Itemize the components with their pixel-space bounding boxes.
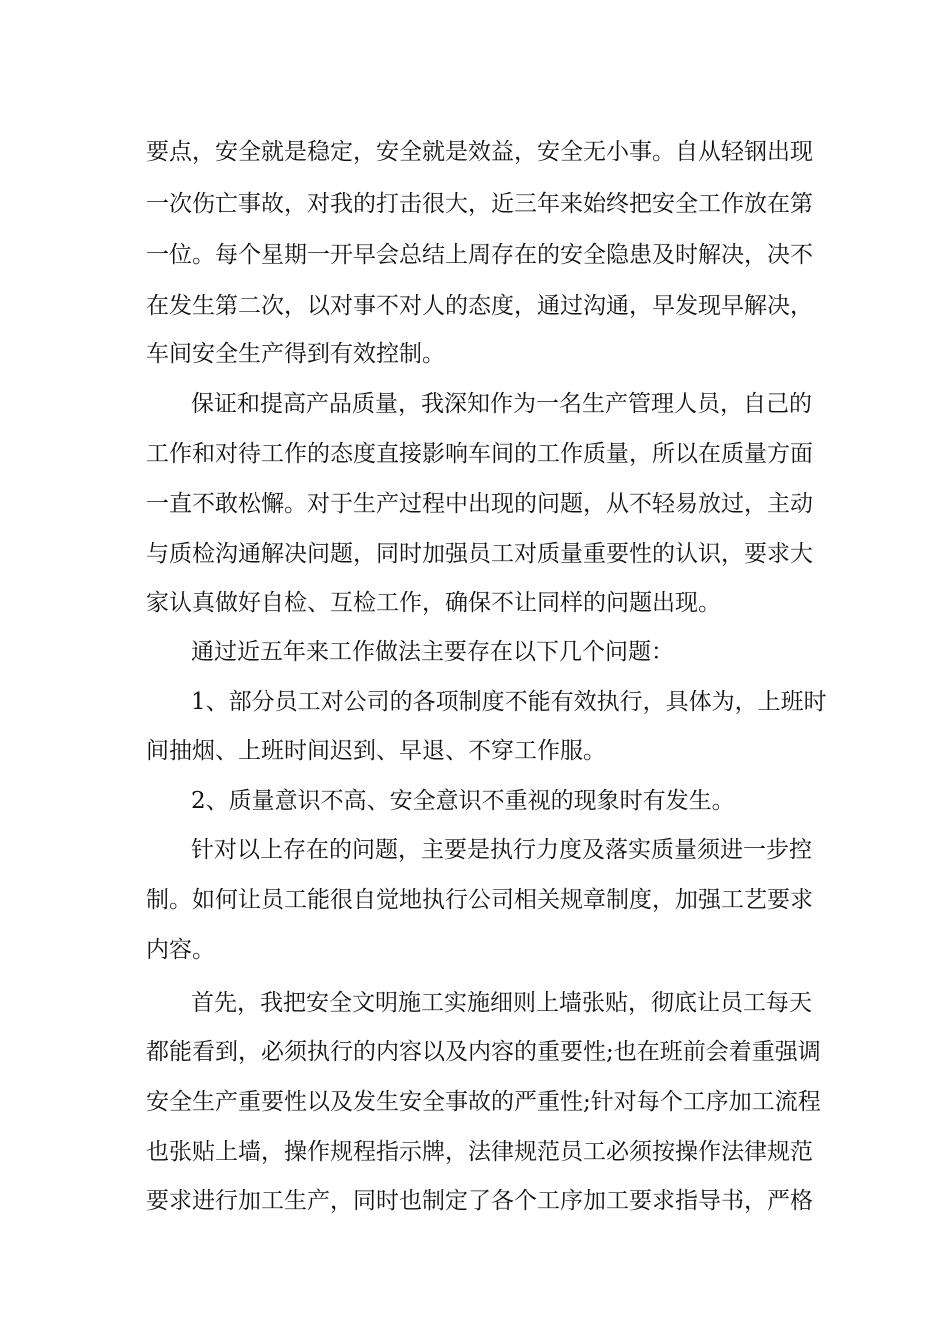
text-line: 保证和提高产品质量，我深知作为一名生产管理人员，自己的 xyxy=(191,391,812,417)
text-line: 一直不敢松懈。对于生产过程中出现的问题，从不轻易放过，主动 xyxy=(146,491,813,517)
text-line: 家认真做好自检、互检工作，确保不让同样的问题出现。 xyxy=(146,590,721,616)
text-line: 首先，我把安全文明施工实施细则上墙张贴，彻底让员工每天 xyxy=(191,990,812,1016)
text-line: 间抽烟、上班时间迟到、早退、不穿工作服。 xyxy=(146,738,606,764)
text-line: 车间安全生产得到有效控制。 xyxy=(146,341,445,367)
text-line: 与质检沟通解决问题，同时加强员工对质量重要性的认识，要求大 xyxy=(146,541,813,567)
text-line: 内容。 xyxy=(146,937,215,963)
text-line: 要点，安全就是稳定，安全就是效益，安全无小事。自从轻钢出现 xyxy=(146,139,813,165)
text-line: 针对以上存在的问题，主要是执行力度及落实质量须进一步控 xyxy=(191,837,812,863)
text-line: 工作和对待工作的态度直接影响车间的工作质量，所以在质量方面 xyxy=(146,441,813,467)
text-line: 安全生产重要性以及发生安全事故的严重性;针对每个工序加工流程 xyxy=(146,1089,821,1115)
text-line: 都能看到，必须执行的内容以及内容的重要性;也在班前会着重强调 xyxy=(146,1039,821,1065)
list-item-2: 2、质量意识不高、安全意识不重视的现象时有发生。 xyxy=(191,788,735,814)
text-line: 也张贴上墙，操作规程指示牌，法律规范员工必须按操作法律规范 xyxy=(146,1139,813,1165)
text-line: 要求进行加工生产，同时也制定了各个工序加工要求指导书，严格 xyxy=(146,1188,813,1214)
text-line: 一次伤亡事故，对我的打击很大，近三年来始终把安全工作放在第 xyxy=(146,191,813,217)
text-line: 在发生第二次，以对事不对人的态度，通过沟通，早发现早解决， xyxy=(146,293,813,319)
text-line: 一位。每个星期一开早会总结上周存在的安全隐患及时解决，决不 xyxy=(146,242,813,268)
list-item-1: 1、部分员工对公司的各项制度不能有效执行，具体为，上班时 xyxy=(191,689,827,715)
text-line: 通过近五年来工作做法主要存在以下几个问题： xyxy=(191,639,674,665)
text-line: 制。如何让员工能很自觉地执行公司相关规章制度，加强工艺要求 xyxy=(146,887,813,913)
